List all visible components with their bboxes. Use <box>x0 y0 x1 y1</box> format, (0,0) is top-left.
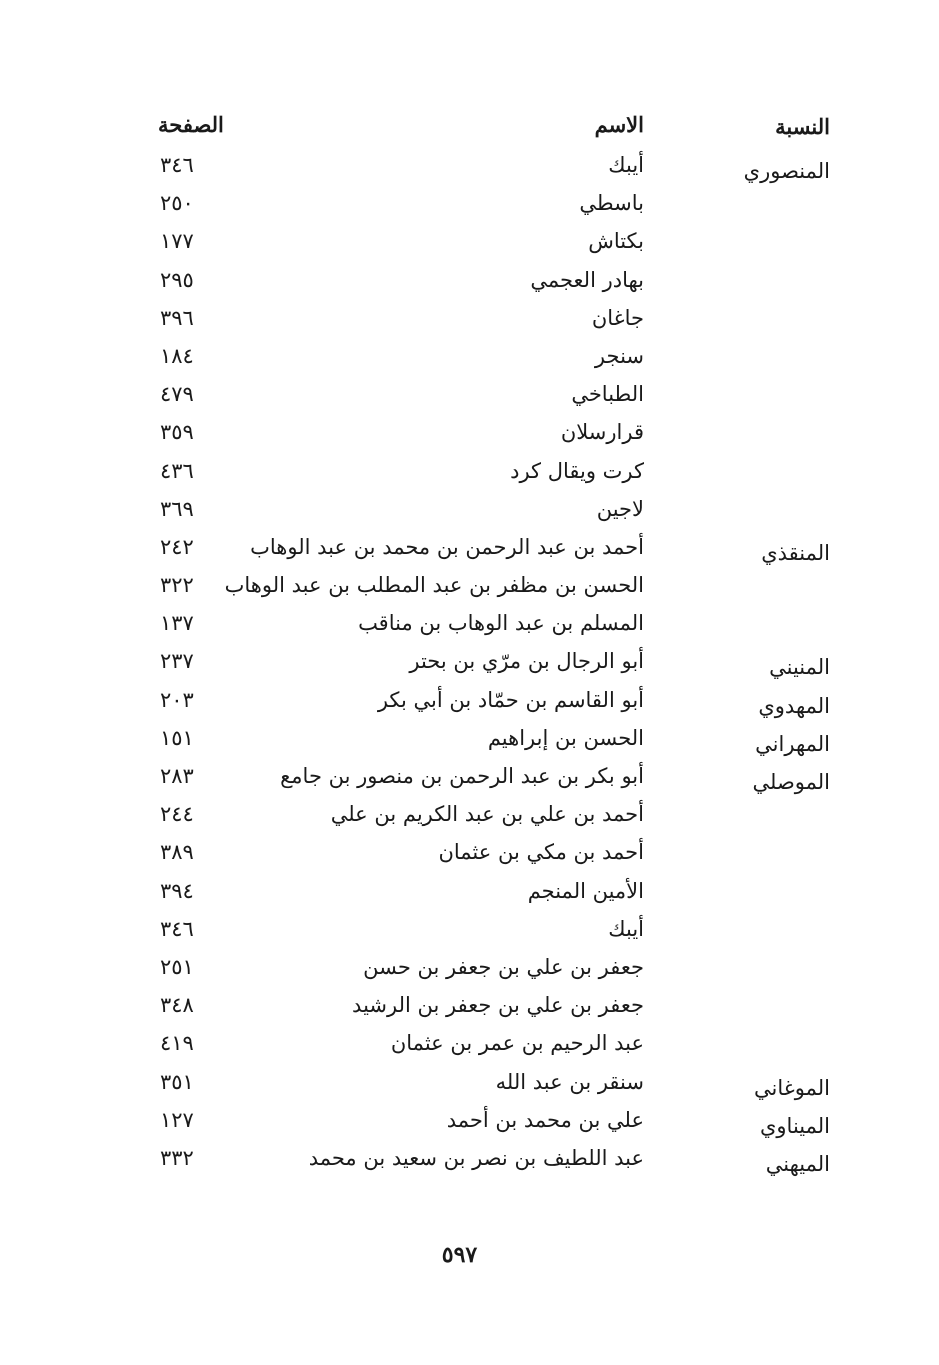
table-row <box>150 452 840 490</box>
row-name: جاغان <box>591 305 644 330</box>
table-row <box>150 184 840 222</box>
header-name: الاسم <box>594 112 644 137</box>
table-row <box>150 261 840 299</box>
row-page: ٤١٩ <box>160 1031 194 1056</box>
row-name: الأمين المنجم <box>527 878 644 903</box>
row-page: ٣٤٦ <box>160 153 194 177</box>
row-name: باسطي <box>579 191 644 216</box>
row-page: ٣٢٢ <box>160 573 194 598</box>
row-nisba: المنيني <box>769 655 830 680</box>
row-page: ٤٣٦ <box>160 458 194 483</box>
row-page: ١٧٧ <box>160 229 194 254</box>
table-row <box>150 642 840 680</box>
row-page: ٣٣٢ <box>160 1145 194 1170</box>
row-page: ٤٧٩ <box>160 382 194 407</box>
row-name: الحسن بن إبراهيم <box>487 725 644 750</box>
table-row <box>150 222 840 260</box>
row-name: الحسن بن مظفر بن عبد المطلب بن عبد الوهاب <box>224 573 644 598</box>
row-page: ٣٩٦ <box>160 305 194 330</box>
table-body <box>150 146 840 1177</box>
row-page: ٣٨٩ <box>160 840 194 865</box>
row-page: ٣٥٩ <box>160 420 194 445</box>
row-name: علي بن محمد بن أحمد <box>446 1107 644 1132</box>
row-page: ١٥١ <box>160 725 194 750</box>
row-nisba: المهراني <box>755 731 830 756</box>
table-row <box>150 1101 840 1139</box>
row-name: أبو بكر بن عبد الرحمن بن منصور بن جامع <box>280 764 644 788</box>
table-row <box>150 757 840 795</box>
table-row <box>150 566 840 604</box>
table-row <box>150 833 840 871</box>
header-page: الصفحة <box>158 112 224 137</box>
row-nisba: المهدوي <box>758 693 830 718</box>
row-name: قرارسلان <box>560 420 644 445</box>
row-page: ٢٣٧ <box>160 649 194 674</box>
row-page: ١٢٧ <box>160 1107 194 1132</box>
row-page: ١٣٧ <box>160 611 194 636</box>
row-name: سنقر بن عبد الله <box>495 1069 644 1094</box>
row-page: ٣٤٦ <box>160 916 194 941</box>
row-page: ٣٩٤ <box>160 878 194 903</box>
row-name: لاجين <box>596 496 644 521</box>
row-page: ١٨٤ <box>160 343 194 368</box>
row-name: جعفر بن علي بن جعفر بن حسن <box>363 954 644 979</box>
table-row <box>150 490 840 528</box>
row-name: الطباخي <box>571 382 644 407</box>
row-nisba: الموغاني <box>754 1075 830 1100</box>
row-page: ٣٦٩ <box>160 496 194 521</box>
row-page: ٢٤٢ <box>160 534 194 559</box>
row-page: ٢٥٠ <box>160 191 194 216</box>
header-nisba: النسبة <box>775 114 830 139</box>
table-row <box>150 528 840 566</box>
row-nisba: الموصلي <box>752 770 830 794</box>
page-number-text: ٥٩٧ <box>441 1242 478 1268</box>
row-name: عبد الرحيم بن عمر بن عثمان <box>390 1031 644 1056</box>
index-table <box>150 106 840 1177</box>
table-row <box>150 299 840 337</box>
row-name: جعفر بن علي بن جعفر بن الرشيد <box>352 993 644 1018</box>
table-row <box>150 948 840 986</box>
row-page: ٢٨٣ <box>160 764 194 788</box>
row-name: أيبك <box>608 916 644 941</box>
table-row <box>150 1063 840 1101</box>
table-row <box>150 413 840 451</box>
table-row <box>150 795 840 833</box>
row-name: أحمد بن علي بن عبد الكريم بن علي <box>330 802 644 827</box>
row-name: عبد اللطيف بن نصر بن سعيد بن محمد <box>308 1145 644 1170</box>
table-row <box>150 604 840 642</box>
row-name: سنجر <box>594 343 644 368</box>
table-row <box>150 375 840 413</box>
table-header <box>150 106 840 146</box>
row-page: ٢٤٤ <box>160 802 194 827</box>
table-row <box>150 910 840 948</box>
row-page: ٢٥١ <box>160 954 194 979</box>
table-row <box>150 1024 840 1062</box>
table-row <box>150 986 840 1024</box>
row-nisba: الميناوي <box>759 1113 830 1138</box>
table-row <box>150 1139 840 1177</box>
row-name: أبو القاسم بن حمّاد بن أبي بكر <box>377 687 644 712</box>
table-row <box>150 681 840 719</box>
row-name: أيبك <box>608 153 644 177</box>
row-name: أحمد بن عبد الرحمن بن محمد بن عبد الوهاب <box>250 534 644 559</box>
table-row <box>150 337 840 375</box>
row-page: ٣٤٨ <box>160 993 194 1018</box>
row-name: أبو الرجال بن مرّي بن بحتر <box>409 649 644 674</box>
page-number <box>0 1242 939 1268</box>
row-name: بهادر العجمي <box>530 267 644 292</box>
row-name: بكتاش <box>588 229 644 254</box>
row-nisba: المنصوري <box>743 159 830 183</box>
row-nisba: الميهني <box>765 1151 830 1176</box>
row-page: ٢٩٥ <box>160 267 194 292</box>
table-row <box>150 146 840 184</box>
row-page: ٢٠٣ <box>160 687 194 712</box>
row-page: ٣٥١ <box>160 1069 194 1094</box>
table-row <box>150 719 840 757</box>
row-name: كرت ويقال كرد <box>510 458 644 483</box>
table-row <box>150 872 840 910</box>
row-name: أحمد بن مكي بن عثمان <box>438 840 644 865</box>
row-nisba: المنقذي <box>761 540 830 565</box>
row-name: المسلم بن عبد الوهاب بن مناقب <box>358 611 644 636</box>
